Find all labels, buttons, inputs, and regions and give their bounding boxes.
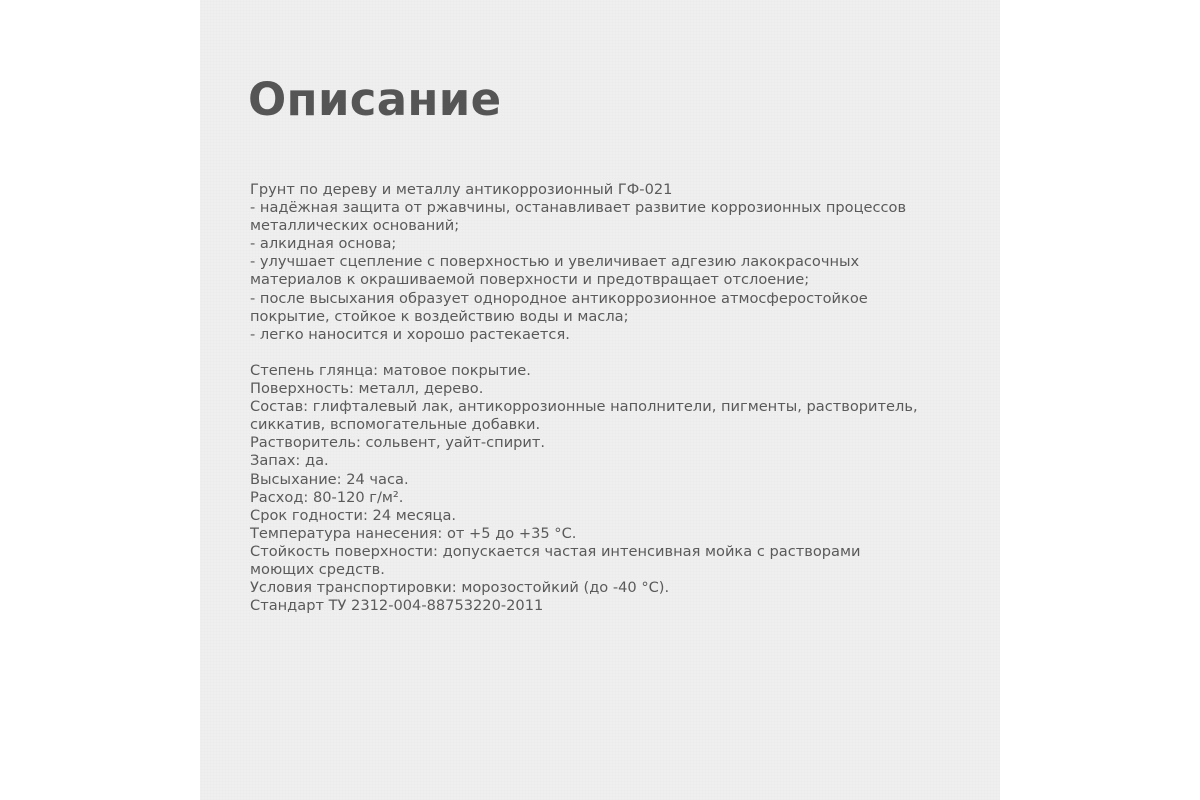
spec-line: сиккатив, вспомогательные добавки. [250,416,541,434]
specs-paragraph [250,362,990,615]
spec-line: Расход: 80-120 г/м². [250,488,404,506]
spec-line: Срок годности: 24 месяца. [250,506,457,524]
spec-line: Стойкость поверхности: допускается частая интенсивная мойка с растворами [250,542,861,560]
spec-line: Стандарт ТУ 2312-004-88753220-2011 [250,597,544,615]
spec-line: Растворитель: сольвент, уайт-спирит. [250,434,546,452]
text-line: - алкидная основа; [250,235,397,253]
spec-line: Состав: глифталевый лак, антикоррозионные наполнители, пигменты, растворитель, [250,398,918,416]
description-card [200,0,1000,800]
text-line: - надёжная защита от ржавчины, останавливает развитие коррозионных процессов [250,199,907,217]
text-line: - после высыхания образует однородное антикоррозионное атмосферостойкое [250,289,868,307]
spec-line: Степень глянца: матовое покрытие. [250,361,531,379]
spec-line: Условия транспортировки: морозостойкий (до -40 °С). [250,579,670,597]
spec-line: Поверхность: металл, дерево. [250,380,484,398]
text-line: металлических оснований; [250,217,460,235]
text-line: - легко наносится и хорошо растекается. [250,325,570,343]
spec-line: Высыхание: 24 часа. [250,470,409,488]
spec-line: Температура нанесения: от +5 до +35 °С. [250,524,577,542]
text-line: - улучшает сцепление с поверхностью и увеличивает адгезию лакокрасочных [250,253,860,271]
text-line: материалов к окрашиваемой поверхности и предотвращает отслоение; [250,271,810,289]
intro-paragraph [250,181,990,344]
description-body [250,181,990,615]
spec-line: моющих средств. [250,560,385,578]
text-line: Грунт по дереву и металлу антикоррозионный ГФ-021 [250,181,673,198]
text-line: покрытие, стойкое к воздействию воды и масла; [250,307,629,325]
spec-line: Запах: да. [250,452,329,470]
page-title: Описание [248,73,502,126]
